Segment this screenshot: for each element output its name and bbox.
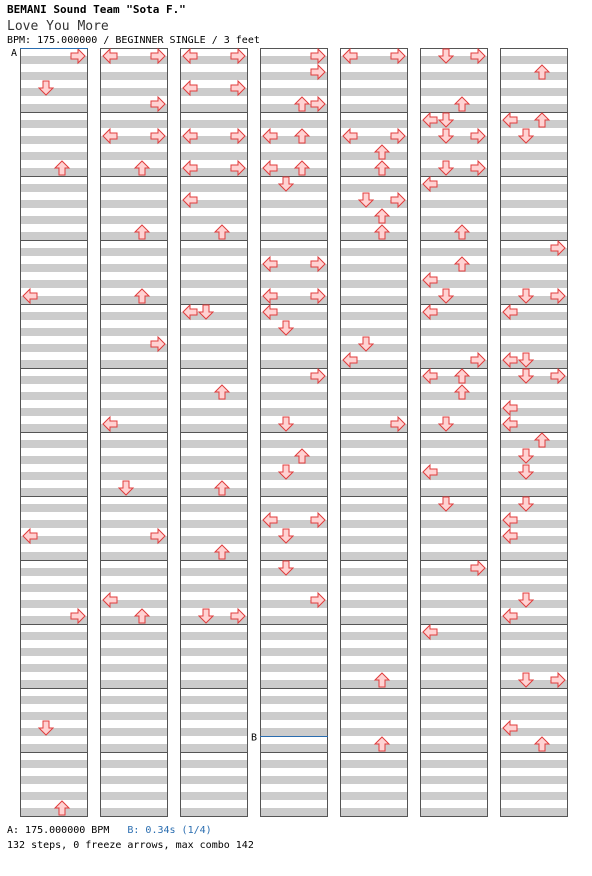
stripe [340,760,408,768]
stripe [260,776,328,784]
stripe [420,72,488,80]
stripe [260,360,328,368]
stripe [500,232,568,240]
stripe [340,456,408,464]
stripe [100,760,168,768]
stripe [20,632,88,640]
stripe [420,488,488,496]
stripe [420,696,488,704]
stripe [500,568,568,576]
stripe [20,600,88,608]
stripe [340,520,408,528]
stripe [180,808,248,816]
stripe [180,424,248,432]
stripe [100,488,168,496]
stripe [420,776,488,784]
stripe [340,216,408,224]
stripe [260,392,328,400]
stripe [500,648,568,656]
stripe [100,744,168,752]
stripe [420,680,488,688]
stripe [420,440,488,448]
stripe [260,744,328,752]
stripe [180,712,248,720]
stripe [420,792,488,800]
stripe [20,328,88,336]
stripe [180,104,248,112]
stripe [100,88,168,96]
stripe [420,744,488,752]
stripe [340,536,408,544]
stripe [100,472,168,480]
stripe [260,152,328,160]
stripe [260,584,328,592]
stripe [420,216,488,224]
stripe [420,344,488,352]
stripe [180,648,248,656]
stripe [340,104,408,112]
stripe [100,296,168,304]
stripe [420,728,488,736]
stripe [20,648,88,656]
stripe [500,488,568,496]
stripe [100,696,168,704]
stripe [420,552,488,560]
stripe [340,168,408,176]
stripe [340,184,408,192]
stripe [340,744,408,752]
stripe [340,280,408,288]
stripe [180,440,248,448]
stripe [260,680,328,688]
stripe [260,808,328,816]
stripe [100,552,168,560]
stripe [20,248,88,256]
stripe [340,232,408,240]
stripe [100,728,168,736]
stripe [180,760,248,768]
stripe [20,568,88,576]
legend [7,825,212,836]
stripe [100,648,168,656]
stripe [500,344,568,352]
stripe [100,360,168,368]
stripe [340,264,408,272]
stripe [500,392,568,400]
stripe [500,168,568,176]
stripe [180,584,248,592]
stripe [420,408,488,416]
stripe [260,760,328,768]
stripe [340,616,408,624]
stop-marker-label: B [251,732,258,744]
stripe [20,184,88,192]
stripe [260,344,328,352]
stripe [500,584,568,592]
stripe [420,248,488,256]
stripe [420,664,488,672]
stripe [100,664,168,672]
stripe [340,376,408,384]
stripe [180,264,248,272]
stripe [180,152,248,160]
stripe [20,344,88,352]
stripe [340,552,408,560]
stripe [180,696,248,704]
stripe [340,120,408,128]
stripe [180,120,248,128]
stripe [340,488,408,496]
stripe [20,696,88,704]
stripe [500,808,568,816]
stripe [20,136,88,144]
stripe [180,472,248,480]
stripe [500,200,568,208]
stripe [260,232,328,240]
stripe [260,792,328,800]
stripe [500,776,568,784]
stripe [20,680,88,688]
stripe [180,408,248,416]
stripe [260,280,328,288]
stripe [20,664,88,672]
stripe [20,792,88,800]
stripe [20,200,88,208]
stripe [500,280,568,288]
stripe [180,488,248,496]
stripe [20,360,88,368]
stripe [340,648,408,656]
stripe [340,72,408,80]
stripe [100,792,168,800]
stripe [180,232,248,240]
stripe [100,168,168,176]
stripe [100,808,168,816]
stripe [340,328,408,336]
stripe [500,552,568,560]
stripe [420,808,488,816]
stripe [180,664,248,672]
stripe [340,584,408,592]
stripe [420,392,488,400]
stripe [180,504,248,512]
stripe [100,312,168,320]
stripe [500,664,568,672]
stripe [500,696,568,704]
stripe [420,712,488,720]
stripe [20,168,88,176]
stripe [260,664,328,672]
stripe [20,216,88,224]
stripe [340,504,408,512]
stripe [260,728,328,736]
stripe [340,792,408,800]
stripe [100,232,168,240]
artist-name: BEMANI Sound Team "Sota F." [7,3,186,16]
stripe [180,552,248,560]
stripe [20,312,88,320]
stripe [20,744,88,752]
stripe [20,72,88,80]
stripe [500,72,568,80]
stripe [100,216,168,224]
stripe [260,504,328,512]
stripe [180,600,248,608]
stripe [260,456,328,464]
stripe [20,264,88,272]
stripe [340,472,408,480]
stripe [100,632,168,640]
stripe [500,136,568,144]
stripe [20,280,88,288]
stripe [340,776,408,784]
stripe [20,392,88,400]
stripe [260,440,328,448]
stripe [100,584,168,592]
stripe [500,472,568,480]
stripe [180,744,248,752]
stripe [420,584,488,592]
stripe [340,600,408,608]
stripe [260,616,328,624]
chart-info: BPM: 175.000000 / BEGINNER SINGLE / 3 feet [7,35,260,46]
stripe [500,600,568,608]
stripe [180,248,248,256]
stripe [100,776,168,784]
stripe [420,600,488,608]
stripe [420,504,488,512]
stripe [260,328,328,336]
stripe [340,696,408,704]
stripe [100,712,168,720]
stripe [100,376,168,384]
stripe [20,440,88,448]
stripe [500,744,568,752]
stripe [340,392,408,400]
stripe [260,712,328,720]
stripe [100,568,168,576]
stripe [100,504,168,512]
stripe [500,152,568,160]
stripe [180,392,248,400]
stripe [180,632,248,640]
stripe [500,456,568,464]
song-title: Love You More [7,19,109,34]
stripe [500,440,568,448]
stripe [500,712,568,720]
stripe [260,632,328,640]
stripe [20,472,88,480]
stripe [100,264,168,272]
stripe [180,536,248,544]
stripe [260,552,328,560]
stripe [500,632,568,640]
stripe [340,440,408,448]
stripe [20,760,88,768]
stripe [20,152,88,160]
stripe [260,488,328,496]
stripe [340,88,408,96]
stripe [20,584,88,592]
stripe [420,424,488,432]
stripe [100,72,168,80]
stripe [420,88,488,96]
stripe [100,408,168,416]
stripe [180,456,248,464]
stripe [340,808,408,816]
stripe [260,424,328,432]
stripe [340,664,408,672]
stripe [420,520,488,528]
stripe [100,392,168,400]
stripe [260,200,328,208]
stripe [180,728,248,736]
stripe [340,312,408,320]
stripe [100,280,168,288]
stripe [20,776,88,784]
stripe [340,152,408,160]
stripe [500,328,568,336]
legend-bpm: A: 175.000000 BPM [7,825,110,836]
stripe [420,264,488,272]
stripe [100,456,168,464]
stripe [180,296,248,304]
stripe [100,680,168,688]
stripe [100,152,168,160]
stripe [20,120,88,128]
stripe [340,344,408,352]
stripe [260,216,328,224]
stripe [340,568,408,576]
chart-stats: 132 steps, 0 freeze arrows, max combo 142 [7,840,254,851]
stripe [500,760,568,768]
stripe [260,408,328,416]
stripe [100,440,168,448]
stripe [100,120,168,128]
stripe [420,296,488,304]
stripe [20,488,88,496]
stripe [420,760,488,768]
stripe [500,104,568,112]
stripe [180,216,248,224]
stripe [20,504,88,512]
stripe [20,232,88,240]
stripe [100,328,168,336]
stripe [340,632,408,640]
stripe [20,520,88,528]
stripe [420,616,488,624]
stripe [260,120,328,128]
stripe [180,792,248,800]
stripe [500,88,568,96]
stripe [180,360,248,368]
stripe [180,520,248,528]
stripe [260,472,328,480]
stripe [260,696,328,704]
stripe [500,264,568,272]
stripe [260,568,328,576]
stripe [20,712,88,720]
stripe [340,296,408,304]
stripe [260,184,328,192]
stripe [260,88,328,96]
stripe [100,248,168,256]
stripe [100,184,168,192]
stripe [340,712,408,720]
stripe [20,376,88,384]
stripe [180,776,248,784]
stripe [100,520,168,528]
stripe [20,552,88,560]
stripe [340,728,408,736]
stripe [500,216,568,224]
stripe [20,424,88,432]
stripe [500,792,568,800]
stripe [420,152,488,160]
stripe [340,680,408,688]
stripe [20,104,88,112]
stripe [420,232,488,240]
stripe [340,408,408,416]
stripe [20,456,88,464]
stripe [420,456,488,464]
stripe [340,248,408,256]
stripe [180,328,248,336]
stripe [420,648,488,656]
stripe [420,536,488,544]
bpm-marker-label: A [11,48,18,59]
stripe [500,184,568,192]
stripe [260,648,328,656]
stripe [260,536,328,544]
stripe [20,728,88,736]
stripe [260,248,328,256]
stripe [420,328,488,336]
stripe [20,408,88,416]
stripe [100,200,168,208]
stripe [180,280,248,288]
stripe [420,104,488,112]
stripe [180,376,248,384]
stripe [500,504,568,512]
stripe [100,616,168,624]
stripe [420,200,488,208]
stripe [180,72,248,80]
stripe [180,568,248,576]
stripe [180,344,248,352]
stripe [20,808,88,816]
stripe [20,88,88,96]
stripe [180,680,248,688]
stripe [180,184,248,192]
legend-stop: B: 0.34s (1/4) [127,825,212,836]
stripe [500,56,568,64]
